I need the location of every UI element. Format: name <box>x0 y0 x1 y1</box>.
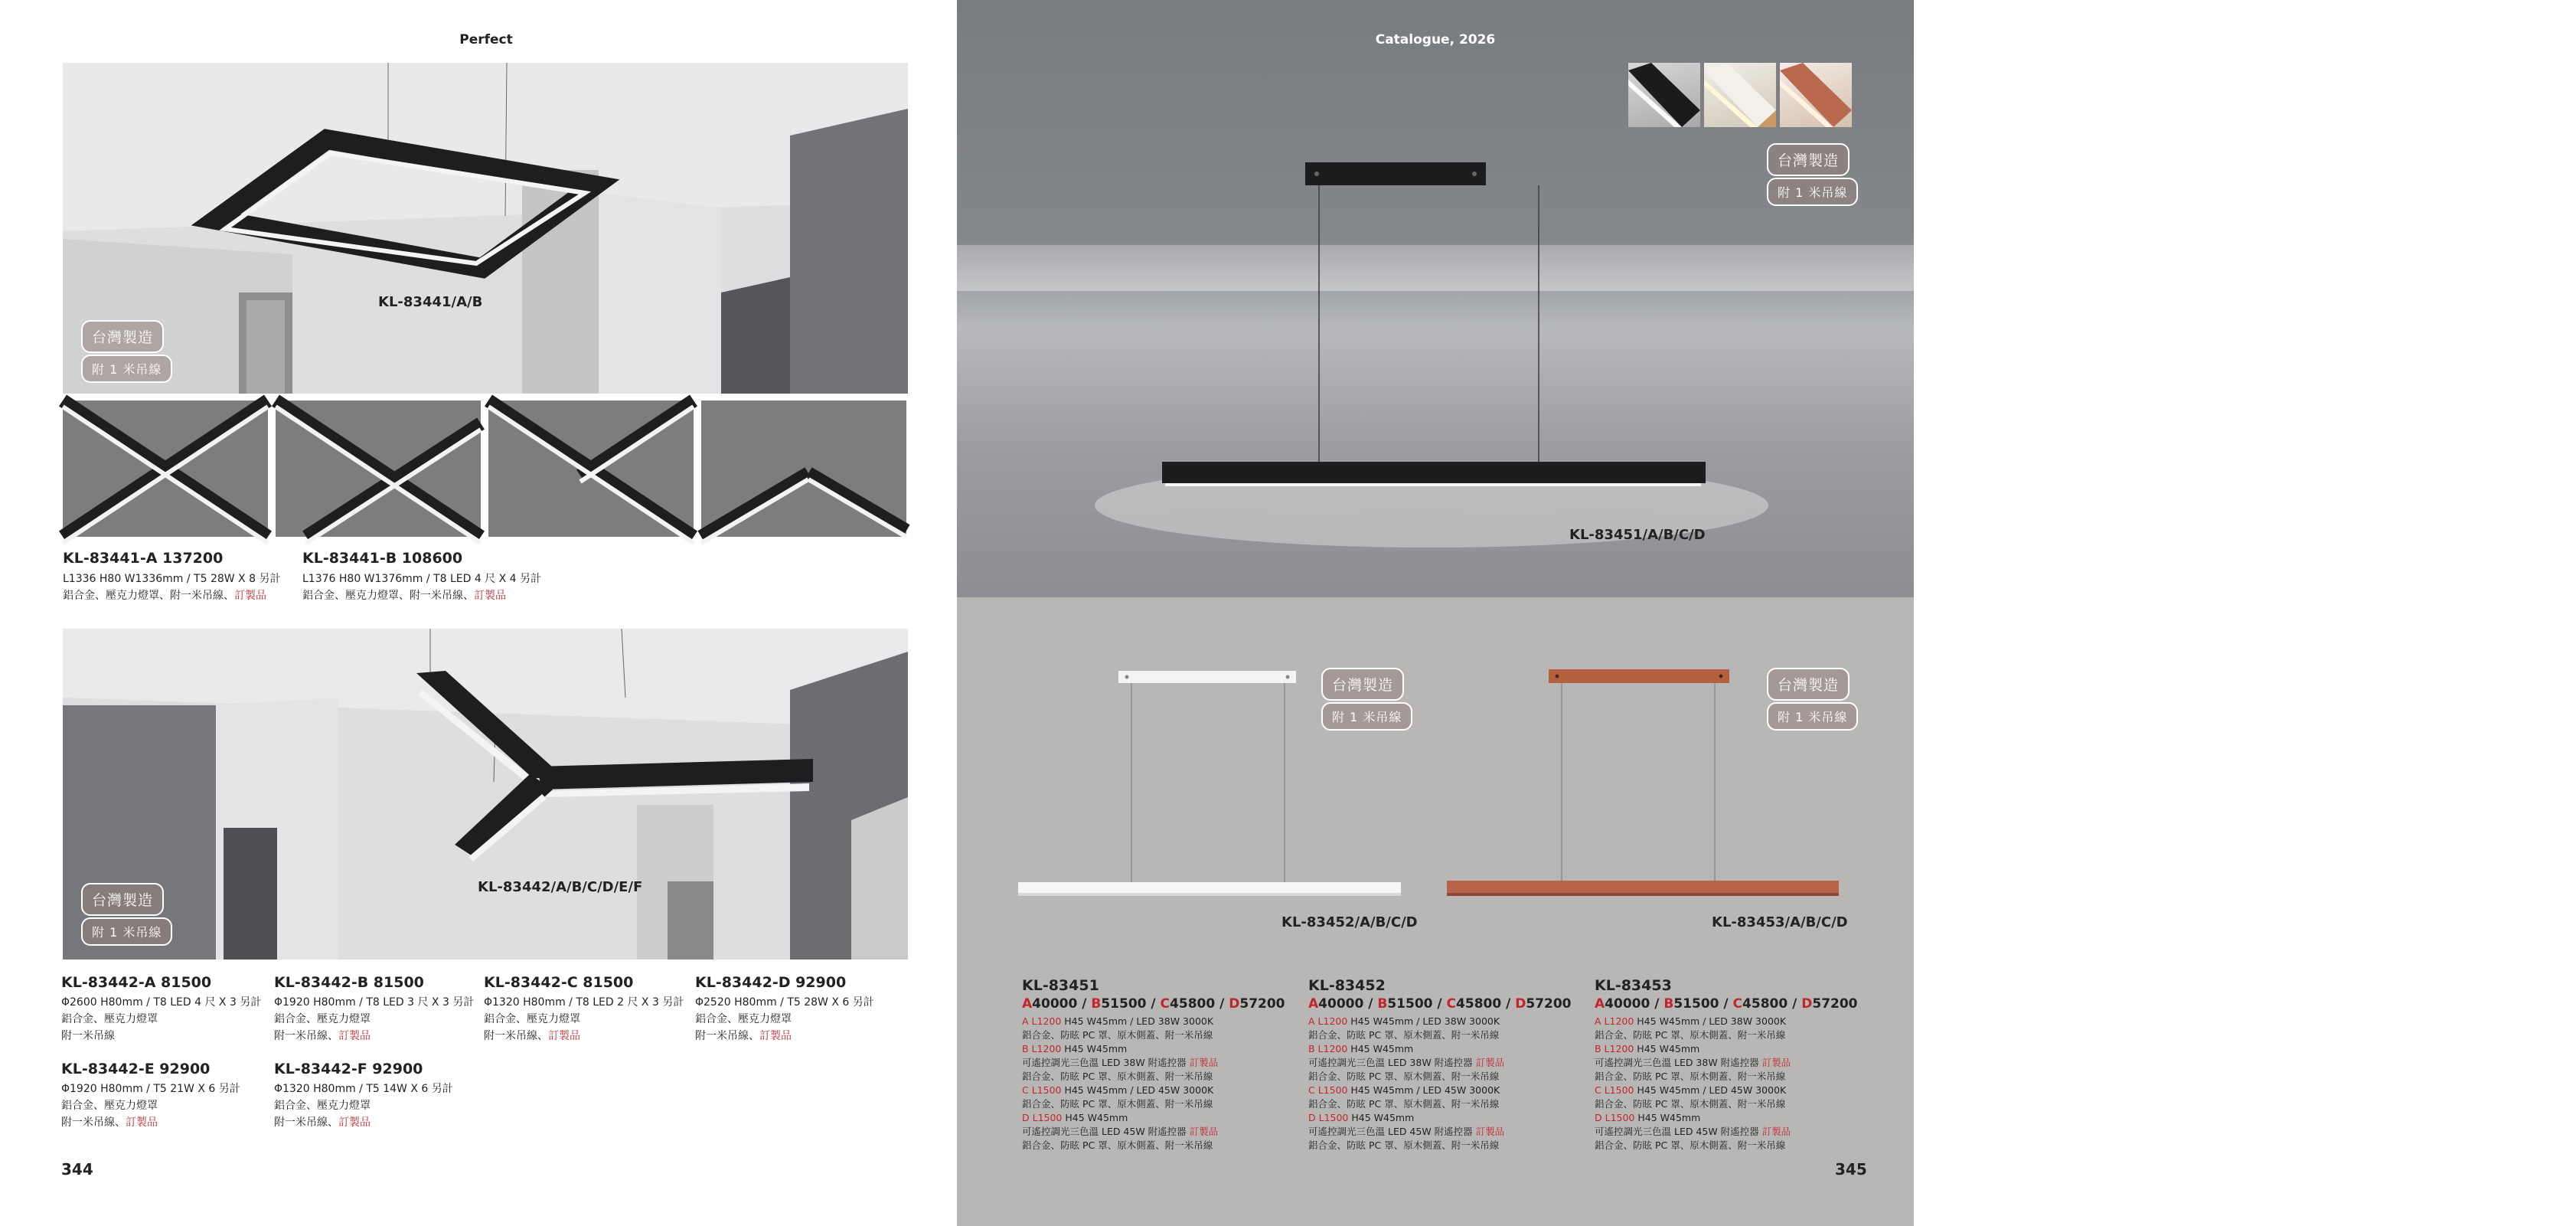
spec-column-83452: KL-83452 A40000 / B51500 / C45800 / D57200 A L1200 H45 W45mm / LED 38W 3000K 鋁合金、防眩 PC 罩、原木側蓋、附一米吊線 B L1200 H45 W45mm 可遙控調光三色溫 LED 38W 附遙控器 訂製品 鋁合金、防眩 PC 罩、原木側蓋、附一米吊線 C L1500 H45 W45mm / LED 45W 3000K 鋁合金、防眩 PC 罩、原木側蓋、附一米吊線 D L1500 H45 W45mm 可遙控調光三色溫 LED 45W 附遙控器 訂製品 鋁合金、防眩 PC 罩、原木側蓋、附一米吊線 <box>1308 977 1572 1151</box>
spec-column-83451: KL-83451 A40000 / B51500 / C45800 / D57200 A L1200 H45 W45mm / LED 38W 3000K 鋁合金、防眩 PC 罩、原木側蓋、附一米吊線 B L1200 H45 W45mm 可遙控調光三色溫 LED 38W 附遙控器 訂製品 鋁合金、防眩 PC 罩、原木側蓋、附一米吊線 C L1500 H45 W45mm / LED 45W 3000K 鋁合金、防眩 PC 罩、原木側蓋、附一米吊線 D L1500 H45 W45mm 可遙控調光三色溫 LED 45W 附遙控器 訂製品 鋁合金、防眩 PC 罩、原木側蓋、附一米吊線 <box>1022 977 1285 1151</box>
product-spec: Φ2520 H80mm / T5 28W X 6 另計 鋁合金、壓克力燈罩 附一米吊線、訂製品 <box>695 996 874 1042</box>
product-model: KL-83442-D 92900 <box>695 974 847 991</box>
main-model-label: KL-83451/A/B/C/D <box>1569 527 1706 543</box>
made-in-taiwan-badge: 台灣製造 <box>81 320 164 353</box>
left-running-header: Perfect <box>459 32 513 47</box>
product-spec: Φ2600 H80mm / T8 LED 4 尺 X 3 另計 鋁合金、壓克力燈罩 附一米吊線 <box>61 996 262 1042</box>
thumbnail-2 <box>276 400 481 537</box>
product-spec: L1336 H80 W1336mm / T5 28W X 8 另計 鋁合金、壓克力燈罩、附一米吊線、訂製品 <box>63 573 281 602</box>
cable-badge: 附 1 米吊線 <box>1321 702 1412 731</box>
white-model-label: KL-83452/A/B/C/D <box>1281 914 1418 930</box>
right-page <box>957 0 2574 1226</box>
cable-badge: 附 1 米吊線 <box>81 355 172 383</box>
photo1-model-label: KL-83441/A/B <box>378 294 483 310</box>
product-spec: Φ1320 H80mm / T5 14W X 6 另計 鋁合金、壓克力燈罩 附一米吊線、訂製品 <box>274 1083 453 1129</box>
wood-model-label: KL-83453/A/B/C/D <box>1712 914 1848 930</box>
thumbnail-3 <box>488 400 694 537</box>
left-page <box>0 0 957 1226</box>
y-pendant-photo <box>63 629 908 960</box>
square-pendant-photo <box>63 63 908 394</box>
product-model: KL-83442-F 92900 <box>274 1061 423 1077</box>
black-linear-pendant <box>957 0 1914 597</box>
product-model: KL-83442-E 92900 <box>61 1061 211 1077</box>
right-running-header: Catalogue, 2026 <box>1375 32 1496 47</box>
intro-paragraph: AT THE BEGINNING OF EVERY DESIGN, WE DON`T ASK WHAT THE LIGHT SHOULD ILLUMINATE—WE ASK HOW IT SHOULD RESONATE WITH THE SPACE.LIGHTING IS MORE THAN BRIGHTNESS. IT SHAPES THE IDENTITY OF A ROOM, SETS THE MOOD, AND BECOMES THE SILENT RHYTHM OF DAILY LIFE.AT PENG LUN, MINIMALISM IS NOT A TREND—IT IS A PHILOSOPHY OF PRESENCE. WE DESIGN LIGHTING THAT SPEAKS THROUGH PROPORTION, TEXTURE, AND STRUCTURE, WHERE FORM RECEDES SO THAT LIGHT CAN BREATHE.WHETHER IT`S A LINEAR PENDANT SUSPENDED ABOVE THE DINING TABLE OR A QUIET FLOOR LAMP RESTING IN THE CORNER, EACH FIXTURE IS CRAFTED TO COEXIST—NOT DOMINATE. THE GLOW IT CASTS, FILTERED THROUGH ACRYLIC, GLASS, METAL, OR WOOD, BRINGS CLARITY TO SPACE AND SUBTLE EMOTION TO THE MOMENT.WE DON`T JUST CREATE LAMPS—WE CRAFT LUMINOUS COMPANIONS FOR THE SPACES WE INHABIT. <box>1964 60 2574 132</box>
cable-badge: 附 1 米吊線 <box>1767 702 1858 731</box>
product-model: KL-83441-A 137200 <box>63 550 224 567</box>
made-in-taiwan-badge: 台灣製造 <box>1321 668 1404 701</box>
product-spec: Φ1920 H80mm / T8 LED 3 尺 X 3 另計 鋁合金、壓克力燈罩 附一米吊線、訂製品 <box>274 996 475 1042</box>
left-page-number: 344 <box>61 1160 93 1179</box>
made-in-taiwan-badge: 台灣製造 <box>81 883 164 916</box>
product-spec: Φ1920 H80mm / T5 21W X 6 另計 鋁合金、壓克力燈罩 附一米吊線、訂製品 <box>61 1083 240 1129</box>
product-model: KL-83442-A 81500 <box>61 974 212 991</box>
product-model: KL-83442-B 81500 <box>274 974 424 991</box>
cable-badge: 附 1 米吊線 <box>81 917 172 946</box>
right-page-number: 345 <box>1835 1160 1867 1179</box>
thumbnail-4 <box>701 400 906 537</box>
thumbnail-1 <box>63 400 268 537</box>
product-model: KL-83442-C 81500 <box>484 974 634 991</box>
cable-badge: 附 1 米吊線 <box>1767 178 1858 206</box>
made-in-taiwan-badge: 台灣製造 <box>1767 143 1850 176</box>
product-spec: L1376 H80 W1376mm / T8 LED 4 尺 X 4 另計 鋁合金、壓克力燈罩、附一米吊線、訂製品 <box>302 573 542 602</box>
product-model: KL-83441-B 108600 <box>302 550 463 567</box>
photo2-model-label: KL-83442/A/B/C/D/E/F <box>478 879 643 895</box>
made-in-taiwan-badge: 台灣製造 <box>1767 668 1850 701</box>
spec-column-83453: KL-83453 A40000 / B51500 / C45800 / D57200 A L1200 H45 W45mm / LED 38W 3000K 鋁合金、防眩 PC 罩、原木側蓋、附一米吊線 B L1200 H45 W45mm 可遙控調光三色溫 LED 38W 附遙控器 訂製品 鋁合金、防眩 PC 罩、原木側蓋、附一米吊線 C L1500 H45 W45mm / LED 45W 3000K 鋁合金、防眩 PC 罩、原木側蓋、附一米吊線 D L1500 H45 W45mm 可遙控調光三色溫 LED 45W 附遙控器 訂製品 鋁合金、防眩 PC 罩、原木側蓋、附一米吊線 <box>1595 977 1858 1151</box>
product-spec: Φ1320 H80mm / T8 LED 2 尺 X 3 另計 鋁合金、壓克力燈罩 附一米吊線、訂製品 <box>484 996 684 1042</box>
